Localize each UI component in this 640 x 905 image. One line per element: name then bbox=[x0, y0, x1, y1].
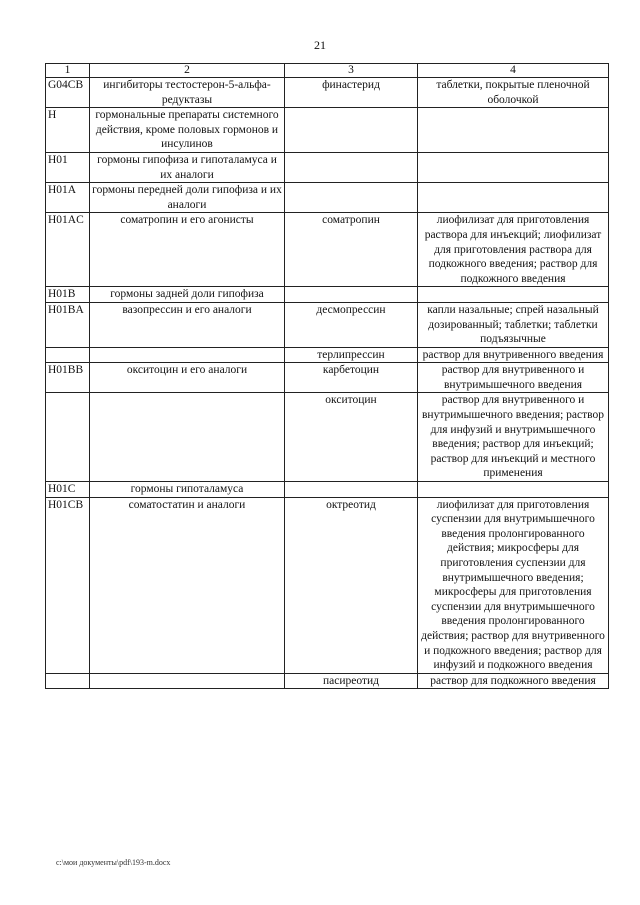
table-row bbox=[46, 363, 609, 393]
table-row bbox=[46, 673, 609, 689]
drug-name bbox=[285, 183, 418, 213]
dosage-form bbox=[418, 152, 609, 182]
group-name bbox=[90, 347, 285, 363]
drug-name: десмопрессин bbox=[285, 302, 418, 347]
table-row bbox=[46, 287, 609, 303]
header-col-3: 3 bbox=[285, 64, 418, 78]
dosage-form bbox=[418, 108, 609, 153]
atc-code bbox=[46, 393, 90, 482]
atc-code: G04CB bbox=[46, 78, 90, 108]
group-name: гормональные препараты системного действия, кроме половых гормонов и инсулинов bbox=[90, 108, 285, 153]
drug-name bbox=[285, 108, 418, 153]
drug-name: октреотид bbox=[285, 497, 418, 673]
dosage-form: раствор для внутривенного и внутримышечного введения; раствор для инфузий и внутримышечного введения; раствор для инъекций; раствор для инъекций и местного применения bbox=[418, 393, 609, 482]
group-name bbox=[90, 393, 285, 482]
atc-code bbox=[46, 673, 90, 689]
dosage-form: таблетки, покрытые пленочной оболочкой bbox=[418, 78, 609, 108]
group-name: гормоны передней доли гипофиза и их аналоги bbox=[90, 183, 285, 213]
drug-name bbox=[285, 287, 418, 303]
header-col-2: 2 bbox=[90, 64, 285, 78]
atc-code bbox=[46, 347, 90, 363]
dosage-form: лиофилизат для приготовления суспензии для внутримышечного введения пролонгированного действия; микросферы для приготовления суспензии для внутримышечного введения; микросферы для приготовления суспензии для внутримышечного введения пролонгированного действия; раствор для внутривенного и подкожного введения; раствор для инфузий и подкожного введения bbox=[418, 497, 609, 673]
table-row bbox=[46, 183, 609, 213]
table-row bbox=[46, 152, 609, 182]
group-name: соматропин и его агонисты bbox=[90, 213, 285, 287]
table-row bbox=[46, 347, 609, 363]
table-row bbox=[46, 482, 609, 498]
atc-code: H01CB bbox=[46, 497, 90, 673]
drug-name: терлипрессин bbox=[285, 347, 418, 363]
dosage-form: раствор для подкожного введения bbox=[418, 673, 609, 689]
atc-code: H01C bbox=[46, 482, 90, 498]
group-name: гормоны гипоталамуса bbox=[90, 482, 285, 498]
drug-name: соматропин bbox=[285, 213, 418, 287]
group-name: ингибиторы тестостерон-5-альфа-редуктазы bbox=[90, 78, 285, 108]
table-row bbox=[46, 78, 609, 108]
group-name: гормоны задней доли гипофиза bbox=[90, 287, 285, 303]
footer-file-path: c:\мои документы\pdf\193-m.docx bbox=[56, 858, 171, 867]
group-name bbox=[90, 673, 285, 689]
atc-code: H01AC bbox=[46, 213, 90, 287]
table-header-row bbox=[46, 64, 609, 78]
drug-name bbox=[285, 482, 418, 498]
drug-name: финастерид bbox=[285, 78, 418, 108]
drug-name: окситоцин bbox=[285, 393, 418, 482]
dosage-form: лиофилизат для приготовления раствора для инъекций; лиофилизат для приготовления раствора для подкожного введения; раствор для подкожного введения bbox=[418, 213, 609, 287]
dosage-form bbox=[418, 287, 609, 303]
group-name: гормоны гипофиза и гипоталамуса и их аналоги bbox=[90, 152, 285, 182]
header-col-4: 4 bbox=[418, 64, 609, 78]
page-number: 21 bbox=[314, 38, 326, 52]
atc-code: H01BB bbox=[46, 363, 90, 393]
group-name: соматостатин и аналоги bbox=[90, 497, 285, 673]
group-name: окситоцин и его аналоги bbox=[90, 363, 285, 393]
group-name: вазопрессин и его аналоги bbox=[90, 302, 285, 347]
dosage-form bbox=[418, 482, 609, 498]
atc-code: H01 bbox=[46, 152, 90, 182]
atc-code: H01BA bbox=[46, 302, 90, 347]
dosage-form bbox=[418, 183, 609, 213]
table-row bbox=[46, 302, 609, 347]
drug-name: пасиреотид bbox=[285, 673, 418, 689]
header-col-1: 1 bbox=[46, 64, 90, 78]
dosage-form: раствор для внутривенного введения bbox=[418, 347, 609, 363]
table-row bbox=[46, 108, 609, 153]
table-row bbox=[46, 393, 609, 482]
drug-name: карбетоцин bbox=[285, 363, 418, 393]
table-row bbox=[46, 497, 609, 673]
atc-code: H01B bbox=[46, 287, 90, 303]
atc-code: H01A bbox=[46, 183, 90, 213]
drug-name bbox=[285, 152, 418, 182]
table-row bbox=[46, 213, 609, 287]
atc-code: H bbox=[46, 108, 90, 153]
dosage-form: капли назальные; спрей назальный дозированный; таблетки; таблетки подъязычные bbox=[418, 302, 609, 347]
dosage-form: раствор для внутривенного и внутримышечного введения bbox=[418, 363, 609, 393]
drug-table bbox=[45, 63, 609, 689]
